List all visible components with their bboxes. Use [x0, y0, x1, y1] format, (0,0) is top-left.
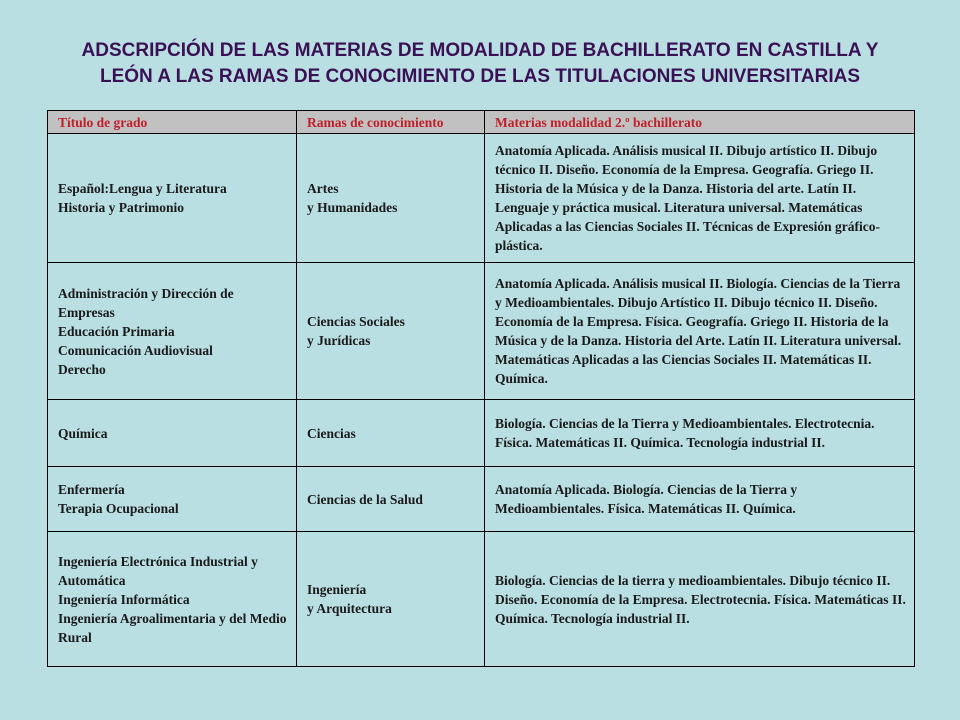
cell-titulo: Enfermería Terapia Ocupacional — [48, 467, 297, 532]
table-row — [48, 532, 915, 667]
table-row — [48, 400, 915, 467]
table-row — [48, 134, 915, 263]
subjects-table — [47, 110, 915, 667]
cell-titulo: Español:Lengua y Literatura Historia y Patrimonio — [48, 134, 297, 263]
cell-rama: Ingeniería y Arquitectura — [297, 532, 485, 667]
cell-rama: Ciencias — [297, 400, 485, 467]
cell-rama: Ciencias Sociales y Jurídicas — [297, 263, 485, 400]
table-header-row — [48, 111, 915, 134]
table-row — [48, 467, 915, 532]
cell-rama: Ciencias de la Salud — [297, 467, 485, 532]
cell-materias: Biología. Ciencias de la Tierra y Medioambientales. Electrotecnia. Física. Matemáticas II. Química. Tecnología industrial II. — [485, 400, 915, 467]
table-row — [48, 263, 915, 400]
page-title: ADSCRIPCIÓN DE LAS MATERIAS DE MODALIDAD DE BACHILLERATO EN CASTILLA Y LEÓN A LAS RAMAS DE CONOCIMIENTO DE LAS TITULACIONES UNIVERSITARIAS — [81, 40, 879, 87]
cell-titulo: Administración y Dirección de Empresas Educación Primaria Comunicación Audiovisual Derecho — [48, 263, 297, 400]
header-titulo: Título de grado — [48, 111, 297, 134]
cell-materias: Anatomía Aplicada. Análisis musical II. Dibujo artístico II. Dibujo técnico II. Diseño. Economía de la Empresa. Geografía. Griego II. Historia de la Música y de la Danza. Historia del arte. Latín II. Lenguaje y práctica musical. Literatura universal. Matemáticas Aplicadas a las Ciencias Sociales II. Técnicas de Expresión gráfico-plástica. — [485, 134, 915, 263]
cell-materias: Anatomía Aplicada. Análisis musical II. Biología. Ciencias de la Tierra y Medioambientales. Dibujo Artístico II. Dibujo técnico II. Diseño. Economía de la Empresa. Física. Geografía. Griego II. Historia de la Música y de la Danza. Historia del Arte. Latín II. Literatura universal. Matemáticas Aplicadas a las Ciencias Sociales II. Matemáticas II. Química. — [485, 263, 915, 400]
header-rama: Ramas de conocimiento — [297, 111, 485, 134]
header-materias: Materias modalidad 2.º bachillerato — [485, 111, 915, 134]
cell-materias: Anatomía Aplicada. Biología. Ciencias de la Tierra y Medioambientales. Física. Matemáticas II. Química. — [485, 467, 915, 532]
cell-titulo: Ingeniería Electrónica Industrial y Automática Ingeniería Informática Ingeniería Agroalimentaria y del Medio Rural — [48, 532, 297, 667]
cell-materias: Biología. Ciencias de la tierra y medioambientales. Dibujo técnico II. Diseño. Economía de la Empresa. Electrotecnia. Física. Matemáticas II. Química. Tecnología industrial II. — [485, 532, 915, 667]
cell-rama: Artes y Humanidades — [297, 134, 485, 263]
cell-titulo: Química — [48, 400, 297, 467]
